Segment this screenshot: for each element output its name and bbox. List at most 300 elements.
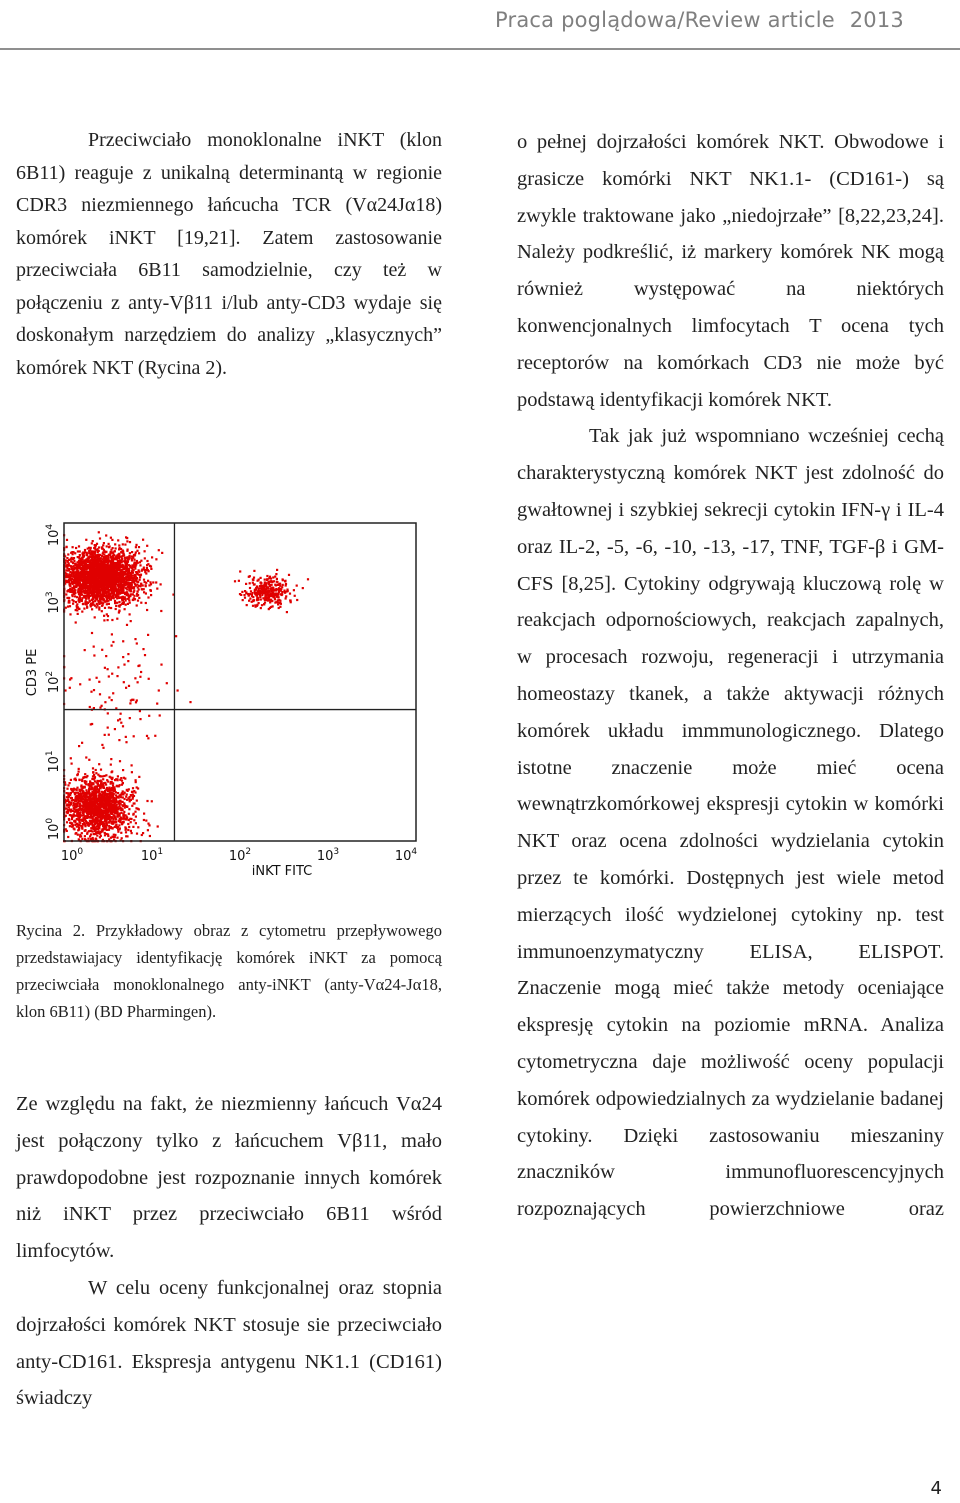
event-dot bbox=[86, 568, 88, 570]
event-dot bbox=[103, 782, 105, 784]
event-dot bbox=[82, 793, 84, 795]
event-dot bbox=[129, 552, 131, 554]
event-dot bbox=[110, 800, 112, 802]
y-tick-label: $10^3$ bbox=[45, 591, 62, 614]
event-dot bbox=[65, 828, 67, 830]
event-dot bbox=[68, 801, 70, 803]
event-dot bbox=[71, 561, 73, 563]
event-dot bbox=[73, 568, 75, 570]
event-dot bbox=[69, 822, 71, 824]
event-dot bbox=[116, 568, 118, 570]
event-dot bbox=[103, 615, 105, 617]
event-dot bbox=[88, 811, 90, 813]
event-dot bbox=[103, 554, 105, 556]
event-dot bbox=[74, 800, 76, 802]
paragraph-invariant-chain: Ze względu na fakt, że niezmienny łańcuch Vα24 jest połączony tylko z łańcuchem Vβ11, mało prawdopodobne jest rozpoznanie innych komórek niż iNKT przez przeciwciało 6B11 wśród limfocytów. bbox=[16, 1093, 442, 1263]
event-dot bbox=[293, 589, 295, 591]
event-dot bbox=[78, 793, 80, 795]
event-dot bbox=[109, 819, 111, 821]
event-dot bbox=[282, 584, 284, 586]
event-dot bbox=[76, 818, 78, 820]
event-dot bbox=[144, 654, 146, 656]
event-dot bbox=[131, 579, 133, 581]
event-dot bbox=[104, 795, 106, 797]
event-dot bbox=[104, 584, 106, 586]
event-dot bbox=[138, 552, 140, 554]
event-dot bbox=[272, 576, 274, 578]
event-dot bbox=[85, 789, 87, 791]
event-dot bbox=[122, 579, 124, 581]
event-dot bbox=[125, 736, 127, 738]
event-dot bbox=[85, 579, 87, 581]
event-dot bbox=[136, 604, 138, 606]
event-dot bbox=[138, 569, 140, 571]
event-dot bbox=[128, 685, 130, 687]
event-dot bbox=[138, 574, 140, 576]
event-dot bbox=[78, 826, 80, 828]
event-dot bbox=[95, 569, 97, 571]
event-dot bbox=[101, 564, 103, 566]
event-dot bbox=[128, 583, 130, 585]
event-dot bbox=[81, 611, 83, 613]
event-dot bbox=[249, 598, 251, 600]
event-dot bbox=[149, 581, 151, 583]
event-dot bbox=[264, 595, 266, 597]
event-dot bbox=[93, 833, 95, 835]
event-dot bbox=[95, 804, 97, 806]
event-dot bbox=[104, 667, 106, 669]
event-dot bbox=[130, 699, 132, 701]
event-dot bbox=[107, 810, 109, 812]
event-dot bbox=[103, 775, 105, 777]
event-dot bbox=[85, 559, 87, 561]
event-dot bbox=[105, 801, 107, 803]
event-dot bbox=[79, 779, 81, 781]
event-dot bbox=[294, 595, 296, 597]
event-dot bbox=[278, 591, 280, 593]
event-dot bbox=[119, 807, 121, 809]
x-tick-label: $10^1$ bbox=[140, 847, 164, 864]
event-dot bbox=[104, 560, 106, 562]
event-dot bbox=[76, 789, 78, 791]
event-dot bbox=[285, 597, 287, 599]
event-dot bbox=[75, 609, 77, 611]
event-dot bbox=[123, 560, 125, 562]
event-dot bbox=[121, 581, 123, 583]
event-dot bbox=[93, 689, 95, 691]
event-dot bbox=[93, 797, 95, 799]
event-dot bbox=[83, 608, 85, 610]
event-dot bbox=[147, 563, 149, 565]
event-dot bbox=[111, 778, 113, 780]
event-dot bbox=[258, 579, 260, 581]
event-dot bbox=[80, 795, 82, 797]
event-dot bbox=[117, 553, 119, 555]
event-dot bbox=[81, 562, 83, 564]
event-dot bbox=[111, 558, 113, 560]
event-dot bbox=[99, 592, 101, 594]
event-dot bbox=[91, 632, 93, 634]
event-dot bbox=[249, 587, 251, 589]
event-dot bbox=[139, 710, 141, 712]
event-dot bbox=[103, 792, 105, 794]
event-dot bbox=[99, 807, 101, 809]
event-dot bbox=[116, 837, 118, 839]
event-dot bbox=[118, 589, 120, 591]
event-dot bbox=[155, 581, 157, 583]
event-dot bbox=[296, 585, 298, 587]
event-dot bbox=[289, 599, 291, 601]
event-dot bbox=[267, 600, 269, 602]
event-dot bbox=[83, 815, 85, 817]
event-dot bbox=[252, 605, 254, 607]
event-dot bbox=[132, 796, 134, 798]
event-dot bbox=[102, 544, 104, 546]
y-tick-labels bbox=[45, 524, 62, 841]
event-dot bbox=[97, 810, 99, 812]
event-dot bbox=[242, 599, 244, 601]
event-dot bbox=[266, 582, 268, 584]
paragraph-antibody: Przeciwciało monoklonalne iNKT (klon 6B11) reaguje z unikalną determinantą w regionie CDR3 niezmiennego łańcucha TCR (Vα24Jα18) komórek iNKT [19,21]. Zatem zastosowanie przeciwciała 6B11 samodzielnie, czy też w połączeniu z anty-Vβ11 i/lub anty-CD3 wydaje się doskonałym narzędziem do analizy „klasycznych” komórek NKT (Rycina 2). bbox=[16, 129, 442, 379]
event-dot bbox=[127, 829, 129, 831]
event-dot bbox=[177, 689, 179, 691]
event-dot bbox=[71, 800, 73, 802]
event-dot bbox=[91, 553, 93, 555]
event-dot bbox=[158, 689, 160, 691]
event-dot bbox=[98, 531, 100, 533]
event-dot bbox=[133, 559, 135, 561]
event-dot bbox=[118, 597, 120, 599]
event-dot bbox=[111, 588, 113, 590]
event-dot bbox=[103, 785, 105, 787]
event-dot bbox=[98, 795, 100, 797]
event-dot bbox=[147, 596, 149, 598]
event-dot bbox=[125, 604, 127, 606]
event-dot bbox=[155, 558, 157, 560]
event-dot bbox=[72, 546, 74, 548]
event-dot bbox=[124, 608, 126, 610]
event-dot bbox=[100, 602, 102, 604]
event-dot bbox=[85, 799, 87, 801]
event-dot bbox=[96, 558, 98, 560]
event-dot bbox=[98, 556, 100, 558]
event-dot bbox=[84, 786, 86, 788]
event-dot bbox=[81, 594, 83, 596]
event-dot bbox=[66, 539, 68, 541]
population-cd3-inkt- bbox=[63, 531, 175, 623]
event-dot bbox=[106, 779, 108, 781]
journal-year: 2013 bbox=[849, 8, 904, 32]
paragraph-cd161: W celu oceny funkcjonalnej oraz stopnia dojrzałości komórek NKT stosuje sie przeciwciało anty-CD161. Ekspresja antygenu NK1.1 (CD161) świadczy bbox=[16, 1276, 442, 1410]
event-dot bbox=[132, 572, 134, 574]
event-dot bbox=[78, 819, 80, 821]
event-dot bbox=[120, 809, 122, 811]
event-dot bbox=[86, 553, 88, 555]
event-dot bbox=[78, 771, 80, 773]
event-dot bbox=[126, 588, 128, 590]
event-dot bbox=[106, 569, 108, 571]
event-dot bbox=[68, 819, 70, 821]
event-dot bbox=[111, 813, 113, 815]
event-dot bbox=[119, 800, 121, 802]
event-dot bbox=[112, 551, 114, 553]
event-dot bbox=[139, 576, 141, 578]
event-dot bbox=[84, 824, 86, 826]
event-dot bbox=[74, 820, 76, 822]
event-dot bbox=[110, 571, 112, 573]
event-dot bbox=[100, 566, 102, 568]
event-dot bbox=[253, 570, 255, 572]
event-dot bbox=[76, 803, 78, 805]
event-dot bbox=[106, 787, 108, 789]
event-dot bbox=[111, 561, 113, 563]
event-dot bbox=[104, 834, 106, 836]
event-dot bbox=[136, 577, 138, 579]
event-dot bbox=[112, 692, 114, 694]
population-cd3-inkt- bbox=[63, 744, 159, 842]
event-dot bbox=[93, 654, 95, 656]
event-dot bbox=[72, 825, 74, 827]
event-dot bbox=[112, 827, 114, 829]
event-dot bbox=[99, 537, 101, 539]
event-dot bbox=[92, 830, 94, 832]
event-dot bbox=[152, 581, 154, 583]
event-dot bbox=[124, 778, 126, 780]
event-dot bbox=[288, 574, 290, 576]
event-dot bbox=[65, 565, 67, 567]
event-dot bbox=[116, 618, 118, 620]
event-dot bbox=[266, 579, 268, 581]
event-dot bbox=[115, 562, 117, 564]
event-dot bbox=[160, 664, 162, 666]
event-dot bbox=[126, 540, 128, 542]
event-dot bbox=[92, 792, 94, 794]
event-dot bbox=[260, 581, 262, 583]
event-dot bbox=[127, 576, 129, 578]
event-dot bbox=[72, 565, 74, 567]
event-dot bbox=[252, 599, 254, 601]
event-dot bbox=[98, 608, 100, 610]
event-dot bbox=[134, 791, 136, 793]
event-dot bbox=[128, 808, 130, 810]
event-dot bbox=[105, 655, 107, 657]
event-dot bbox=[136, 833, 138, 835]
event-dot bbox=[98, 606, 100, 608]
event-dot bbox=[110, 796, 112, 798]
event-dot bbox=[102, 598, 104, 600]
event-dot bbox=[103, 810, 105, 812]
event-dot bbox=[108, 696, 110, 698]
event-dot bbox=[89, 835, 91, 837]
event-dot bbox=[73, 581, 75, 583]
event-dot bbox=[149, 835, 151, 837]
event-dot bbox=[81, 573, 83, 575]
event-dot bbox=[71, 551, 73, 553]
event-dot bbox=[99, 693, 101, 695]
event-dot bbox=[67, 836, 69, 838]
event-dot bbox=[307, 578, 309, 580]
event-dot bbox=[127, 578, 129, 580]
event-dot bbox=[98, 564, 100, 566]
event-dot bbox=[140, 671, 142, 673]
event-dot bbox=[97, 784, 99, 786]
event-dot bbox=[81, 815, 83, 817]
event-dot bbox=[134, 598, 136, 600]
event-dot bbox=[93, 547, 95, 549]
event-dot bbox=[131, 832, 133, 834]
event-dot bbox=[110, 758, 112, 760]
event-dot bbox=[143, 813, 145, 815]
event-dot bbox=[270, 588, 272, 590]
event-dot bbox=[90, 820, 92, 822]
header-rule bbox=[0, 48, 960, 50]
event-dot bbox=[94, 616, 96, 618]
event-dot bbox=[104, 607, 106, 609]
event-dot bbox=[95, 579, 97, 581]
event-dot bbox=[136, 550, 138, 552]
event-dot bbox=[261, 604, 263, 606]
event-dot bbox=[120, 777, 122, 779]
event-dot bbox=[119, 568, 121, 570]
event-dot bbox=[91, 594, 93, 596]
event-dot bbox=[118, 611, 120, 613]
event-dot bbox=[142, 832, 144, 834]
event-dot bbox=[129, 595, 131, 597]
event-dot bbox=[254, 583, 256, 585]
event-dot bbox=[96, 825, 98, 827]
event-dot bbox=[267, 593, 269, 595]
event-dot bbox=[98, 800, 100, 802]
event-dot bbox=[137, 681, 139, 683]
event-dot bbox=[116, 675, 118, 677]
event-dot bbox=[108, 560, 110, 562]
event-dot bbox=[105, 587, 107, 589]
event-dot bbox=[85, 595, 87, 597]
event-dot bbox=[105, 600, 107, 602]
event-dot bbox=[80, 805, 82, 807]
event-dot bbox=[65, 792, 67, 794]
event-dot bbox=[85, 591, 87, 593]
event-dot bbox=[160, 610, 162, 612]
event-dot bbox=[89, 604, 91, 606]
event-dot bbox=[96, 543, 98, 545]
event-dot bbox=[76, 603, 78, 605]
event-dot bbox=[134, 638, 136, 640]
paragraph-cytokines: Tak jak już wspomniano wcześniej cechą charakterystyczną komórek NKT jest zdolność do gwałtownej i szybkiej sekrecji cytokin IFN-γ i IL-4 oraz IL-2, -5, -6, -10, -13, -17, TNF, TGF-β i GM-CFS [8,25]. Cytokiny odgrywają kluczową rolę w reakcjach odpornościowych, reakcjach zapalnych, w procesach rozwoju, regeneracji i utrzymania homeostazy tkanek, a także aktywacji różnych komórek układu immmunologicznego. Dlatego istotne znaczenie może mieć ocena wewnątrzkomórkowej ekspresji cytokin w komórki NKT oraz ocena zdolności wydzielania cytokin przez te komórki. Dostępnych jest wiele metod mierzących ilość wydzielonej cytokiny np. test immunoenzymatyczny ELISA, ELISPOT. Znaczenie mogą mieć także metody oceniające ekspresję cytokin na poziomie mRNA. Analiza cytometryczna daje możliwość oceny populacji komórek odpowiedzialnych za wydzielanie badanej cytokiny. Dzięki zastosowaniu mieszaniny znaczników immunofluorescencyjnych rozpoznających powierzchniowe oraz bbox=[517, 425, 944, 1221]
event-dot bbox=[246, 604, 248, 606]
event-dot bbox=[129, 588, 131, 590]
event-dot bbox=[103, 592, 105, 594]
event-dot bbox=[94, 787, 96, 789]
event-dot bbox=[79, 567, 81, 569]
event-dot bbox=[141, 588, 143, 590]
event-dot bbox=[135, 546, 137, 548]
event-dot bbox=[79, 578, 81, 580]
event-dot bbox=[107, 555, 109, 557]
event-dot bbox=[68, 806, 70, 808]
event-dot bbox=[136, 642, 138, 644]
event-dot bbox=[89, 568, 91, 570]
event-dot bbox=[106, 613, 108, 615]
event-dot bbox=[84, 549, 86, 551]
event-dot bbox=[141, 570, 143, 572]
event-dot bbox=[101, 804, 103, 806]
event-dot bbox=[130, 830, 132, 832]
right-column bbox=[517, 124, 944, 1228]
event-dot bbox=[296, 599, 298, 601]
event-dot bbox=[98, 546, 100, 548]
event-dot bbox=[154, 735, 156, 737]
event-dot bbox=[264, 579, 266, 581]
event-dot bbox=[92, 782, 94, 784]
event-dot bbox=[67, 580, 69, 582]
event-dot bbox=[82, 820, 84, 822]
event-dot bbox=[277, 593, 279, 595]
event-dot bbox=[111, 699, 113, 701]
event-dot bbox=[105, 784, 107, 786]
event-dot bbox=[125, 565, 127, 567]
event-dot bbox=[135, 779, 137, 781]
event-dot bbox=[94, 552, 96, 554]
x-tick-label: $10^4$ bbox=[394, 847, 418, 864]
event-dot bbox=[146, 567, 148, 569]
event-dot bbox=[69, 584, 71, 586]
event-dot bbox=[89, 562, 91, 564]
event-dot bbox=[135, 822, 137, 824]
event-dot bbox=[121, 558, 123, 560]
event-dot bbox=[97, 576, 99, 578]
event-dot bbox=[250, 590, 252, 592]
event-dot bbox=[72, 791, 74, 793]
event-dot bbox=[105, 551, 107, 553]
event-dot bbox=[128, 572, 130, 574]
figure-caption: Rycina 2. Przykładowy obraz z cytometru przepływowego przedstawiajacy identyfikację komórek iNKT za pomocą przeciwciała monoklonalnego anty-iNKT (anty-Vα24-Jα18, klon 6B11) (BD Pharmingen). bbox=[16, 921, 442, 1021]
event-dot bbox=[96, 791, 98, 793]
event-dot bbox=[282, 578, 284, 580]
event-dot bbox=[118, 574, 120, 576]
event-dot bbox=[92, 818, 94, 820]
event-dot bbox=[125, 827, 127, 829]
event-dot bbox=[88, 788, 90, 790]
event-dot bbox=[123, 664, 125, 666]
event-dot bbox=[126, 806, 128, 808]
event-dot bbox=[96, 822, 98, 824]
event-dot bbox=[93, 826, 95, 828]
event-dot bbox=[74, 811, 76, 813]
event-dot bbox=[114, 826, 116, 828]
event-dot bbox=[276, 569, 278, 571]
event-dot bbox=[112, 801, 114, 803]
event-dot bbox=[146, 560, 148, 562]
event-dot bbox=[98, 763, 100, 765]
event-dot bbox=[93, 789, 95, 791]
event-dot bbox=[122, 576, 124, 578]
event-dot bbox=[118, 544, 120, 546]
event-dot bbox=[279, 583, 281, 585]
event-dot bbox=[96, 594, 98, 596]
event-dot bbox=[95, 589, 97, 591]
event-dot bbox=[71, 822, 73, 824]
event-dot bbox=[72, 595, 74, 597]
event-dot bbox=[129, 541, 131, 543]
event-dot bbox=[128, 568, 130, 570]
event-dot bbox=[67, 590, 69, 592]
event-dot bbox=[83, 581, 85, 583]
event-dot bbox=[82, 603, 84, 605]
event-dot bbox=[128, 564, 130, 566]
event-dot bbox=[86, 831, 88, 833]
event-dot bbox=[67, 784, 69, 786]
